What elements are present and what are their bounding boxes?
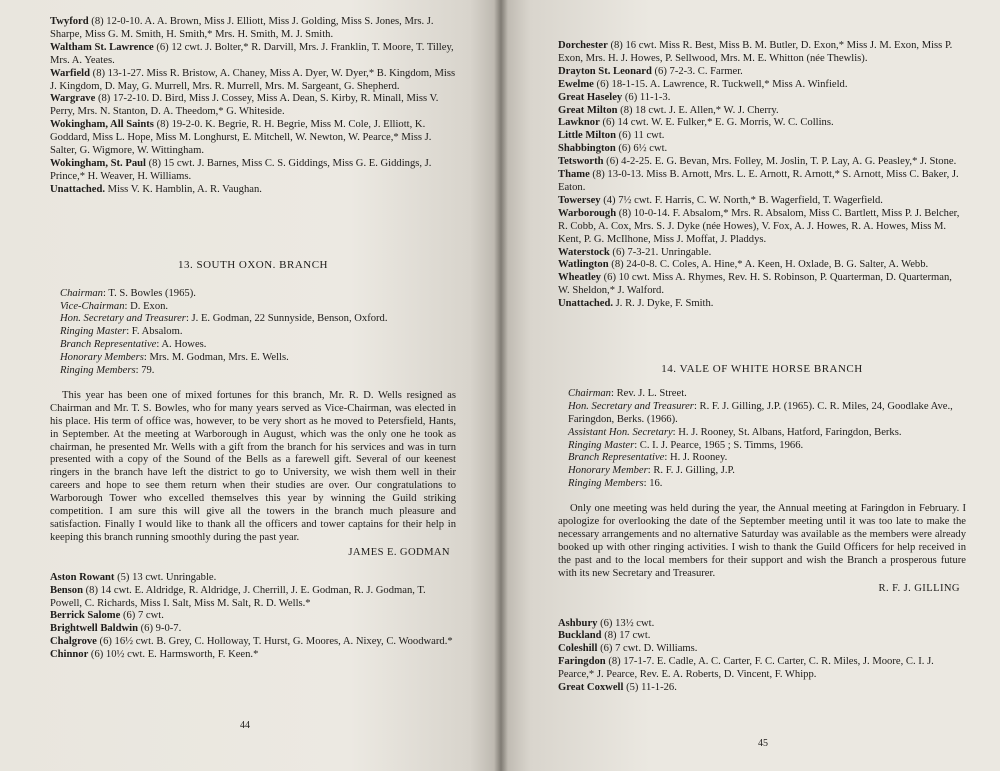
tower-details: (5) 13 cwt. Unringable. (114, 571, 217, 583)
tower-name: Wokingham, All Saints (50, 119, 154, 131)
officer-role: Honorary Members (60, 352, 144, 364)
tower-name: Towersey (558, 194, 601, 206)
right-page (500, 0, 1000, 771)
tower-name: Great Milton (558, 104, 618, 116)
officer-role: Chairman (60, 287, 103, 299)
officer-role: Ringing Members (568, 478, 644, 490)
officer-entry (50, 288, 456, 301)
tower-entry (558, 682, 966, 695)
tower-entry (558, 259, 966, 272)
officer-entry (558, 478, 966, 491)
tower-details: (4) 7½ cwt. F. Harris, C. W. North,* B. Wagerfield, T. Wagerfield. (600, 194, 883, 206)
tower-entry (558, 195, 966, 208)
tower-entry (558, 272, 966, 298)
tower-details: (6) 7 cwt. D. Williams. (597, 643, 698, 655)
tower-name: Unattached. (50, 183, 106, 195)
tower-entry (558, 169, 966, 195)
officer-role: Hon. Secretary and Treasurer (568, 400, 694, 412)
officer-list (558, 388, 966, 491)
tower-details: (8) 24-0-8. C. Coles, A. Hine,* A. Keen, H. Oxlade, B. G. Salter, A. Webb. (608, 259, 929, 271)
tower-entry (50, 93, 456, 119)
officer-role: Hon. Secretary and Treasurer (60, 313, 186, 325)
tower-details: (6) 7-3-21. Unringable. (609, 246, 712, 258)
tower-list-top (50, 16, 456, 197)
tower-entry (558, 66, 966, 79)
officer-name: : H. J. Rooney, St. Albans, Hatford, Faringdon, Berks. (672, 426, 902, 438)
branch-report: Only one meeting was held during the year, the Annual meeting at Faringdon in February. I apologize for overlooking the date of the September meeting until it was too late to make the necessary arrangements and no alternative Saturday was available as the members were already booked up with other ringing activities. I wish to thank the Guild Officers for help received in the past and to the local members for their support and wish the Branch a prosperous future with its new Secretary and Treasurer. (558, 503, 966, 579)
tower-name: Drayton St. Leonard (558, 65, 652, 77)
officer-entry (558, 452, 966, 465)
tower-name: Great Haseley (558, 91, 623, 103)
tower-details: (6) 13½ cwt. (597, 617, 655, 629)
officer-entry (50, 352, 456, 365)
tower-details: (6) 11 cwt. (615, 130, 665, 142)
tower-entry (50, 42, 456, 68)
tower-details: (8) 15 cwt. J. Barnes, Miss C. S. Giddings, Miss G. E. Giddings, J. Prince,* H. Weaver, H. Williams. (50, 157, 432, 182)
tower-name: Chinnor (50, 649, 89, 661)
tower-entry (50, 119, 456, 158)
tower-details: (8) 12-0-10. A. A. Brown, Miss J. Elliott, Miss J. Golding, Miss S. Jones, Mrs. J. Sharpe, Miss G. M. Smith, H. Smith,* Mrs. H. Smith, M. J. Smith. (50, 16, 434, 40)
tower-details: (5) 11-1-26. (623, 682, 677, 694)
tower-name: Warborough (558, 207, 617, 219)
tower-details: (8) 13-0-13. Miss B. Arnott, Mrs. L. E. Arnott, R. Arnott,* S. Arnott, Miss C. Baker, J. Eaton. (558, 169, 959, 193)
tower-entry (50, 572, 456, 585)
report-signature: JAMES E. GODMAN (348, 546, 450, 558)
tower-details: (8) 16 cwt. Miss R. Best, Miss B. M. Butler, D. Exon,* Miss J. M. Exon, Miss P. Exon, Mrs. H. J. Howes, P. Sellwood, Mrs. M. E. Whitton (née Thewlis). (558, 40, 953, 64)
tower-entry (558, 156, 966, 169)
tower-list-bottom (558, 618, 966, 695)
tower-entry (50, 610, 456, 623)
officer-name: : J. E. Godman, 22 Sunnyside, Benson, Oxford. (185, 313, 388, 325)
tower-details: (6) 12 cwt. J. Bolter,* R. Darvill, Mrs. J. Franklin, T. Moore, T. Tilley, Mrs. A. Yeates. (50, 41, 454, 66)
officer-name: : C. I. J. Pearce, 1965 ; S. Timms, 1966. (634, 439, 804, 451)
tower-entry (558, 656, 966, 682)
tower-entry (558, 143, 966, 156)
tower-name: Watlington (558, 259, 609, 271)
officer-role: Ringing Master (568, 439, 635, 451)
tower-entry (558, 117, 966, 130)
officer-name: : 16. (643, 478, 663, 490)
officer-entry (50, 365, 456, 378)
tower-name: Tetsworth (558, 156, 604, 168)
tower-details: (6) 7 cwt. (120, 610, 164, 622)
tower-entry (558, 130, 966, 143)
tower-details: (8) 13-1-27. Miss R. Bristow, A. Chaney, Miss A. Dyer, W. Dyer,* B. Kingdom, Miss J. Kingdom, D. May, G. Murrell, Mrs. R. Murrell, Mrs. M. Sargeant, G. Shepherd. (50, 67, 456, 92)
officer-name: : 79. (135, 365, 155, 377)
tower-entry (50, 158, 456, 184)
officer-role: Chairman (568, 387, 611, 399)
tower-details: (8) 17 cwt. (601, 630, 651, 642)
tower-entry (558, 79, 966, 92)
officer-role: Honorary Member (568, 465, 648, 477)
officer-role: Ringing Master (60, 326, 127, 338)
tower-name: Twyford (50, 16, 89, 27)
tower-name: Thame (558, 169, 590, 181)
officer-name: : Mrs. M. Godman, Mrs. E. Wells. (143, 352, 289, 364)
officer-role: Branch Representative (60, 339, 157, 351)
officer-name: : T. S. Bowles (1965). (102, 287, 196, 299)
officer-entry (558, 465, 966, 478)
tower-name: Waltham St. Lawrence (50, 41, 154, 53)
officer-entry (50, 301, 456, 314)
tower-name: Chalgrove (50, 636, 97, 648)
tower-entry (558, 630, 966, 643)
officer-entry (558, 440, 966, 453)
tower-details: (6) 11-1-3. (622, 91, 671, 103)
tower-name: Ewelme (558, 78, 594, 90)
officer-role: Branch Representative (568, 452, 665, 464)
branch-heading: 13. SOUTH OXON. BRANCH (177, 258, 329, 271)
tower-details: (6) 9-0-7. (138, 623, 182, 635)
officer-entry (558, 388, 966, 401)
tower-name: Wokingham, St. Paul (50, 157, 146, 169)
officer-entry (50, 339, 456, 352)
officer-name: : Rev. J. L. Street. (610, 387, 687, 399)
tower-details: (8) 14 cwt. E. Aldridge, R. Aldridge, J. Cherrill, J. E. Godman, R. J. Godman, T. Powell, C. Richards, Miss I. Salt, Miss M. Salt, R. D. Wells.* (50, 584, 426, 609)
tower-details: J. R. J. Dyke, F. Smith. (613, 298, 714, 310)
tower-entry (558, 618, 966, 631)
tower-list-top (558, 40, 966, 311)
tower-name: Wargrave (50, 93, 96, 105)
tower-entry (50, 68, 456, 94)
tower-name: Berrick Salome (50, 610, 121, 622)
tower-details: (6) 16½ cwt. B. Grey, C. Holloway, T. Hurst, G. Moores, A. Nixey, C. Woodward.* (96, 636, 453, 648)
tower-name: Unattached. (558, 298, 614, 310)
tower-details: Miss V. K. Hamblin, A. R. Vaughan. (105, 183, 262, 195)
tower-entry (50, 585, 456, 611)
officer-name: : A. Howes. (156, 339, 207, 351)
tower-entry (558, 40, 966, 66)
tower-entry (50, 184, 456, 197)
tower-entry (558, 298, 966, 311)
tower-details: (8) 17-2-10. D. Bird, Miss J. Cossey, Miss A. Dean, S. Kirby, R. Minall, Miss V. Perry, Mrs. N. Stanton, D. A. Theedom,* G. Whiteside. (50, 93, 439, 118)
officer-name: : R. F. J. Gilling, J.P. (1965). C. R. Miles, 24, Goodlake Ave., Faringdon, Berks. (1966). (568, 400, 953, 425)
tower-entry (50, 636, 456, 649)
officer-name: : D. Exon. (124, 300, 169, 312)
tower-entry (558, 92, 966, 105)
branch-heading: 14. VALE OF WHITE HORSE BRANCH (661, 363, 863, 376)
tower-name: Brightwell Baldwin (50, 623, 138, 635)
tower-name: Aston Rowant (50, 571, 115, 583)
tower-name: Benson (50, 584, 83, 596)
branch-report: This year has been one of mixed fortunes for this branch, Mr. R. D. Wells resigned as Chairman and Mr. T. S. Bowles, who for many years served as Vice-Chairman, was elected in his place. His term of office was, however, to be very short as he moved to Petersfield, Hants, in September. At the meeting at Warborough in August, which was the only one he took as chairman, he presented Mr. Wells with a gift from the branch for his services and was in turn presented with a copy of the Sound of the Bells as a farewell gift. Several of our keenest ringers in the branch have left the district to go to University, we wish them well in their careers and hope to see them return when their studies are over. Our congratulations to Warborough Tower who excelled themselves this year by winning the Guild striking competition. I am sure this will give all the towers in the branch much pleasure and satisfaction. Finally I would like to thank all the officers and tower captains for their help in keeping this branch running smoothly during the past year. (50, 389, 456, 543)
tower-entry (558, 643, 966, 656)
report-signature: R. F. J. GILLING (878, 582, 960, 594)
tower-name: Little Milton (558, 130, 616, 142)
tower-name: Faringdon (558, 656, 606, 668)
tower-name: Coleshill (558, 643, 598, 655)
tower-entry (50, 16, 456, 42)
officer-entry (558, 401, 966, 427)
officer-role: Ringing Members (60, 365, 136, 377)
tower-details: (6) 6½ cwt. (615, 143, 668, 155)
tower-entry (558, 105, 966, 118)
tower-details: (6) 7-2-3. C. Farmer. (651, 65, 743, 77)
officer-name: : R. F. J. Gilling, J.P. (647, 465, 735, 477)
tower-name: Lawknor (558, 117, 600, 129)
officer-name: : F. Absalom. (126, 326, 183, 338)
officer-list (50, 288, 456, 378)
tower-details: (8) 10-0-14. F. Absalom,* Mrs. R. Absalom, Miss C. Bartlett, Miss P. J. Belcher, R. Cobb, A. Cox, Mrs. S. J. Dyke (née Howes), V. Fox, A. J. Howes, R. A. Howes, Miss M. Kent, P. G. McIlhone, Miss J. Moffat, J. Pladdys. (558, 207, 960, 245)
officer-name: : H. J. Rooney. (664, 452, 728, 464)
tower-entry (558, 247, 966, 260)
officer-role: Vice-Chairman (60, 300, 125, 312)
tower-name: Dorchester (558, 40, 608, 51)
tower-name: Waterstock (558, 246, 610, 258)
tower-name: Ashbury (558, 617, 598, 629)
tower-details: (6) 10½ cwt. E. Harmsworth, F. Keen.* (88, 649, 259, 661)
page-number: 44 (240, 720, 250, 732)
tower-name: Buckland (558, 630, 602, 642)
book-gutter (494, 0, 508, 771)
tower-entry (50, 649, 456, 662)
tower-details: (6) 4-2-25. E. G. Bevan, Mrs. Folley, M. Joslin, T. P. Lay, A. G. Peasley,* J. Stone. (603, 156, 957, 168)
tower-details: (6) 10 cwt. Miss A. Rhymes, Rev. H. S. Robinson, P. Quarterman, D. Quarterman, W. Sheldon,* J. Walford. (558, 272, 952, 297)
page-number: 45 (758, 738, 768, 750)
tower-details: (8) 18 cwt. J. E. Allen,* W. J. Cherry. (617, 104, 779, 116)
tower-name: Great Coxwell (558, 682, 624, 694)
tower-entry (558, 208, 966, 247)
officer-entry (558, 427, 966, 440)
officer-entry (50, 313, 456, 326)
tower-entry (50, 623, 456, 636)
tower-name: Shabbington (558, 143, 616, 155)
officer-role: Assistant Hon. Secretary (568, 426, 673, 438)
officer-entry (50, 326, 456, 339)
tower-details: (6) 18-1-15. A. Lawrence, R. Tuckwell,* Miss A. Winfield. (593, 78, 848, 90)
tower-details: (6) 14 cwt. W. E. Fulker,* E. G. Morris, W. C. Collins. (599, 117, 834, 129)
tower-name: Wheatley (558, 272, 601, 284)
tower-details: (8) 17-1-7. E. Cadle, A. C. Carter, F. C. Carter, C. R. Miles, J. Moore, C. I. J. Pearce,* J. Pearce, Rev. E. A. Roberts, D. Vincent, F. Whipp. (558, 656, 934, 681)
tower-list-bottom (50, 572, 456, 662)
tower-name: Warfield (50, 67, 91, 79)
tower-details: (8) 19-2-0. K. Begrie, R. H. Begrie, Miss M. Cole, J. Elliott, K. Goddard, Miss L. Hope, Miss M. Longhurst, E. Mitchell, W. Newton, W. Pearce,* Miss J. Salter, G. Wigmore, W. Wittingham. (50, 119, 432, 157)
